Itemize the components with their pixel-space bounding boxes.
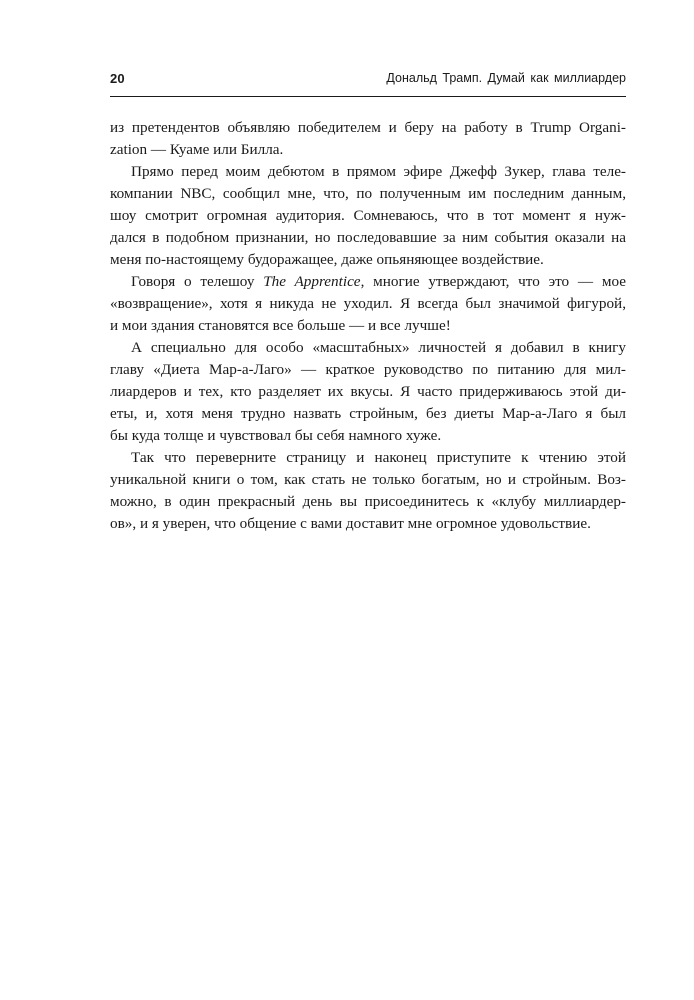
- text-line: Прямо перед моим дебютом в прямом эфире Джефф Зукер, глава теле-: [131, 163, 626, 180]
- text-line: лиардеров и тех, кто разделяет их вкусы. Я часто придерживаюсь этой ди-: [110, 383, 626, 400]
- italic-title: The Apprentice: [263, 273, 361, 290]
- text-line: ов», и я уверен, что общение с вами доставит мне огромное удовольствие.: [110, 515, 591, 532]
- text-line: дался в подобном признании, но последовавшие за ним события оказали на: [110, 229, 626, 246]
- text-line: шоу смотрит огромная аудитория. Сомневаюсь, что в тот момент я нуж-: [110, 207, 626, 224]
- text-line: А специально для особо «масштабных» личностей я добавил в книгу: [131, 339, 626, 356]
- text-line: главу «Диета Мар-а-Лаго» — краткое руководство по питанию для мил-: [110, 361, 626, 378]
- text-line: и мои здания становятся все больше — и все лучше!: [110, 317, 451, 334]
- text-line: zation — Куаме или Билла.: [110, 141, 284, 158]
- text-line: еты, и, хотя меня трудно назвать стройным, без диеты Мар-а-Лаго я был: [110, 405, 626, 422]
- text-line: из претендентов объявляю победителем и беру на работу в Trump Organi-: [110, 119, 626, 136]
- text-line: меня по-настоящему будоражащее, даже опьяняющее воздействие.: [110, 251, 544, 268]
- running-header: [110, 70, 626, 97]
- text-line: уникальной книги о том, как стать не только богатым, но и стройным. Воз-: [110, 471, 626, 488]
- text-fragment: Говоря о телешоу: [131, 273, 264, 290]
- text-line: Так что переверните страницу и наконец приступите к чтению этой: [131, 449, 626, 466]
- text-line: бы куда толще и чувствовал бы себя намного хуже.: [110, 427, 442, 444]
- page-number: 20: [110, 71, 125, 86]
- text-line: [110, 271, 626, 293]
- text-fragment: , многие утверждают, что это — мое: [360, 273, 627, 290]
- text-line: можно, в один прекрасный день вы присоединитесь к «клубу миллиардер-: [110, 493, 626, 510]
- body-text: [110, 117, 626, 535]
- running-title: Дональд Трамп. Думай как миллиардер: [386, 71, 626, 85]
- text-line: компании NBC, сообщил мне, что, по полученным им последним данным,: [110, 185, 626, 202]
- text-line: «возвращение», хотя я никуда не уходил. Я всегда был значимой фигурой,: [110, 295, 626, 312]
